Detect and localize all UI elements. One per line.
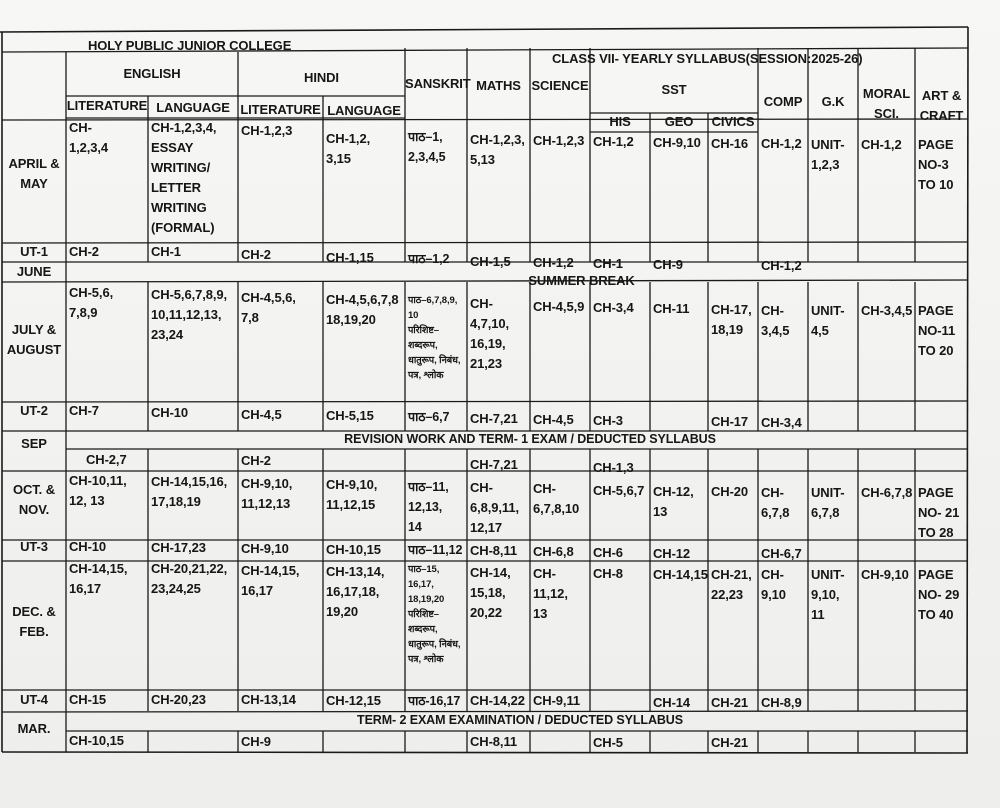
- class-title: CLASS VII- YEARLY SYLLABUS(SESSION:2025-26): [552, 51, 863, 66]
- cell-sep-history: CH-1,3: [593, 460, 634, 475]
- cell-ut1-hindi-language: CH-1,15: [326, 250, 374, 265]
- cell-ut3-hindi-literature: CH-9,10: [241, 541, 289, 556]
- cell-oct-history: CH-5,6,7: [593, 483, 645, 498]
- cell-dec-sanskrit: पाठ–15, 16,17, 18,19,20 परिशिष्ट– शब्दरूप, धातुरूप, निबंध, पत्र, श्लोक: [408, 564, 461, 665]
- cell-mar-civics: CH-21: [711, 735, 749, 750]
- cell-ut3-science: CH-6,8: [533, 544, 574, 559]
- cell-dec-civics: CH-21, 22,23: [711, 567, 752, 602]
- cell-ut1-science: CH-1,2: [533, 255, 574, 270]
- row-label-april-may: APRIL & MAY: [8, 156, 60, 191]
- cell-oct-moral: CH-6,7,8: [861, 485, 913, 500]
- cell-july-geography: CH-11: [653, 301, 690, 316]
- cell-dec-english-language: CH-20,21,22, 23,24,25: [151, 561, 228, 596]
- col-gk: G.K: [821, 94, 845, 109]
- cell-july-hindi-literature: CH-4,5,6, 7,8: [241, 290, 296, 325]
- cell-ut4-sanskrit: पाठ-16,17: [408, 694, 461, 708]
- cell-april-moral: CH-1,2: [861, 137, 902, 152]
- row-label-dec-feb: DEC. & FEB.: [12, 604, 56, 639]
- cell-ut4-geography: CH-14: [653, 695, 691, 710]
- cell-ut2-sanskrit: पाठ–6,7: [408, 410, 450, 424]
- row-label-ut2: UT-2: [20, 403, 48, 418]
- row-label-mar: MAR.: [17, 721, 51, 736]
- cell-ut3-comp: CH-6,7: [761, 546, 802, 561]
- cell-april-hindi-literature: CH-1,2,3: [241, 123, 293, 138]
- cell-ut4-maths: CH-14,22: [470, 693, 525, 708]
- cell-oct-comp: CH- 6,7,8: [761, 485, 790, 520]
- row-label-oct-nov: OCT. & NOV.: [12, 482, 55, 517]
- col-history: HIS: [609, 114, 631, 129]
- row-label-sep: SEP: [21, 436, 47, 451]
- school-name: HOLY PUBLIC JUNIOR COLLEGE: [88, 38, 292, 53]
- cell-ut1-english-literature: CH-2: [69, 244, 99, 259]
- cell-july-science: CH-4,5,9: [533, 299, 585, 314]
- cell-ut1-hindi-literature: CH-2: [241, 247, 271, 262]
- cell-april-comp: CH-1,2: [761, 136, 802, 151]
- cell-april-geography: CH-9,10: [653, 135, 701, 150]
- col-geography: GEO: [664, 114, 694, 129]
- cell-ut4-science: CH-9,11: [533, 693, 580, 708]
- cell-april-civics: CH-16: [711, 136, 749, 151]
- cell-ut1-comp: CH-1,2: [761, 258, 802, 273]
- cell-ut4-comp: CH-8,9: [761, 695, 802, 710]
- cell-ut3-english-literature: CH-10: [69, 539, 107, 554]
- cell-dec-moral: CH-9,10: [861, 567, 909, 582]
- cell-oct-english-literature: CH-10,11, 12, 13: [69, 473, 127, 508]
- cell-ut1-english-language: CH-1: [151, 244, 181, 259]
- term2-exam-banner: TERM- 2 EXAM EXAMINATION / DEDUCTED SYLLABUS: [357, 713, 683, 727]
- cell-july-comp: CH- 3,4,5: [761, 303, 790, 338]
- cell-ut2-english-language: CH-10: [151, 405, 189, 420]
- cell-oct-english-language: CH-14,15,16, 17,18,19: [151, 474, 228, 509]
- cell-ut2-science: CH-4,5: [533, 412, 574, 427]
- cell-dec-english-literature: CH-14,15, 16,17: [69, 561, 128, 596]
- cell-april-art: PAGE NO-3 TO 10: [918, 137, 954, 192]
- cell-april-english-language: CH-1,2,3,4, ESSAY WRITING/ LETTER WRITING (FORMAL): [151, 120, 217, 235]
- cell-july-maths: CH- 4,7,10, 16,19, 21,23: [470, 296, 510, 371]
- cell-oct-science: CH- 6,7,8,10: [533, 481, 580, 516]
- col-comp: COMP: [763, 94, 803, 109]
- cell-april-maths: CH-1,2,3, 5,13: [470, 132, 525, 167]
- col-sanskrit: SANSKRIT: [405, 76, 471, 91]
- col-science: SCIENCE: [531, 78, 589, 93]
- cell-oct-maths: CH- 6,8,9,11, 12,17: [470, 480, 519, 535]
- col-english-language: LANGUAGE: [156, 100, 230, 115]
- col-moral-sci: MORAL SCI.: [862, 86, 911, 121]
- col-english: ENGLISH: [123, 66, 181, 81]
- summer-break-banner: SUMMER BREAK: [528, 273, 635, 288]
- cell-july-hindi-language: CH-4,5,6,7,8 18,19,20: [326, 292, 399, 327]
- cell-sep-english-literature: CH-2,7: [86, 452, 127, 467]
- cell-sep-hindi-literature: CH-2: [241, 453, 271, 468]
- col-art-craft: ART & CRAFT: [919, 88, 964, 123]
- cell-ut2-civics: CH-17: [711, 414, 749, 429]
- col-english-literature: LITERATURE: [66, 98, 148, 113]
- cell-oct-sanskrit: पाठ–11, 12,13, 14: [408, 480, 449, 534]
- cell-ut4-hindi-literature: CH-13,14: [241, 692, 296, 707]
- cell-sep-maths: CH-7,21: [470, 457, 518, 472]
- cell-mar-english-literature: CH-10,15: [69, 733, 124, 748]
- cell-ut3-sanskrit: पाठ–11,12: [408, 543, 463, 557]
- cell-april-english-literature: CH- 1,2,3,4: [69, 120, 109, 155]
- cell-july-english-literature: CH-5,6, 7,8,9: [69, 285, 114, 320]
- cell-ut1-history: CH-1: [593, 256, 623, 271]
- cell-oct-hindi-literature: CH-9,10, 11,12,13: [241, 476, 293, 511]
- cell-april-gk: UNIT- 1,2,3: [811, 137, 845, 172]
- cell-ut1-maths: CH-1,5: [470, 254, 511, 269]
- cell-ut4-civics: CH-21: [711, 695, 749, 710]
- cell-oct-civics: CH-20: [711, 484, 749, 499]
- cell-ut1-geography: CH-9: [653, 257, 683, 272]
- cell-ut4-english-language: CH-20,23: [151, 692, 206, 707]
- cell-dec-art: PAGE NO- 29 TO 40: [918, 567, 960, 622]
- cell-dec-science: CH- 11,12, 13: [533, 566, 568, 621]
- col-hindi-literature: LITERATURE: [240, 102, 321, 117]
- cell-ut3-geography: CH-12: [653, 546, 691, 561]
- row-label-ut3: UT-3: [20, 539, 48, 554]
- cell-dec-gk: UNIT- 9,10, 11: [811, 567, 845, 622]
- cell-dec-geography: CH-14,15: [653, 567, 708, 582]
- cell-april-science: CH-1,2,3: [533, 133, 585, 148]
- cell-dec-hindi-literature: CH-14,15, 16,17: [241, 563, 300, 598]
- cell-mar-maths: CH-8,11: [470, 734, 517, 749]
- cell-ut1-sanskrit: पाठ–1,2: [408, 252, 450, 266]
- cell-july-civics: CH-17, 18,19: [711, 302, 752, 337]
- cell-ut3-hindi-language: CH-10,15: [326, 542, 381, 557]
- cell-dec-comp: CH- 9,10: [761, 567, 786, 602]
- cell-dec-history: CH-8: [593, 566, 623, 581]
- cell-dec-hindi-language: CH-13,14, 16,17,18, 19,20: [326, 564, 385, 619]
- cell-april-sanskrit: पाठ–1, 2,3,4,5: [408, 130, 446, 164]
- cell-oct-geography: CH-12, 13: [653, 484, 694, 519]
- cell-ut2-english-literature: CH-7: [69, 403, 99, 418]
- cell-ut2-comp: CH-3,4: [761, 415, 802, 430]
- cell-april-history: CH-1,2: [593, 134, 634, 149]
- cell-ut2-maths: CH-7,21: [470, 411, 518, 426]
- cell-ut2-hindi-language: CH-5,15: [326, 408, 374, 423]
- cell-april-hindi-language: CH-1,2, 3,15: [326, 131, 371, 166]
- col-civics: CIVICS: [711, 114, 755, 129]
- row-label-july-august: JULY & AUGUST: [6, 322, 62, 357]
- cell-ut4-english-literature: CH-15: [69, 692, 107, 707]
- term1-exam-banner: REVISION WORK AND TERM- 1 EXAM / DEDUCTED SYLLABUS: [344, 432, 716, 446]
- cell-oct-gk: UNIT- 6,7,8: [811, 485, 845, 520]
- cell-july-history: CH-3,4: [593, 300, 634, 315]
- col-hindi-language: LANGUAGE: [327, 103, 401, 118]
- cell-july-art: PAGE NO-11 TO 20: [918, 303, 956, 358]
- col-maths: MATHS: [476, 78, 521, 93]
- cell-oct-art: PAGE NO- 21 TO 28: [918, 485, 960, 540]
- cell-mar-history: CH-5: [593, 735, 623, 750]
- row-label-ut4: UT-4: [20, 692, 48, 707]
- cell-ut3-history: CH-6: [593, 545, 623, 560]
- cell-ut2-history: CH-3: [593, 413, 623, 428]
- cell-ut3-maths: CH-8,11: [470, 543, 517, 558]
- col-sst: SST: [661, 82, 687, 97]
- cell-dec-maths: CH-14, 15,18, 20,22: [470, 565, 511, 620]
- cell-july-english-language: CH-5,6,7,8,9, 10,11,12,13, 23,24: [151, 287, 228, 342]
- cell-july-moral: CH-3,4,5: [861, 303, 913, 318]
- cell-ut2-hindi-literature: CH-4,5: [241, 407, 282, 422]
- cell-mar-hindi-literature: CH-9: [241, 734, 271, 749]
- cell-july-gk: UNIT- 4,5: [811, 303, 845, 338]
- cell-ut3-english-language: CH-17,23: [151, 540, 206, 555]
- row-label-june: JUNE: [16, 264, 52, 279]
- cell-july-sanskrit: पाठ–6,7,8,9, 10 परिशिष्ट– शब्दरूप, धातुरूप, निबंध, पत्र, श्लोक: [408, 295, 461, 381]
- cell-oct-hindi-language: CH-9,10, 11,12,15: [326, 477, 378, 512]
- col-hindi: HINDI: [304, 70, 339, 85]
- row-label-ut1: UT-1: [20, 244, 48, 259]
- cell-ut4-hindi-language: CH-12,15: [326, 693, 381, 708]
